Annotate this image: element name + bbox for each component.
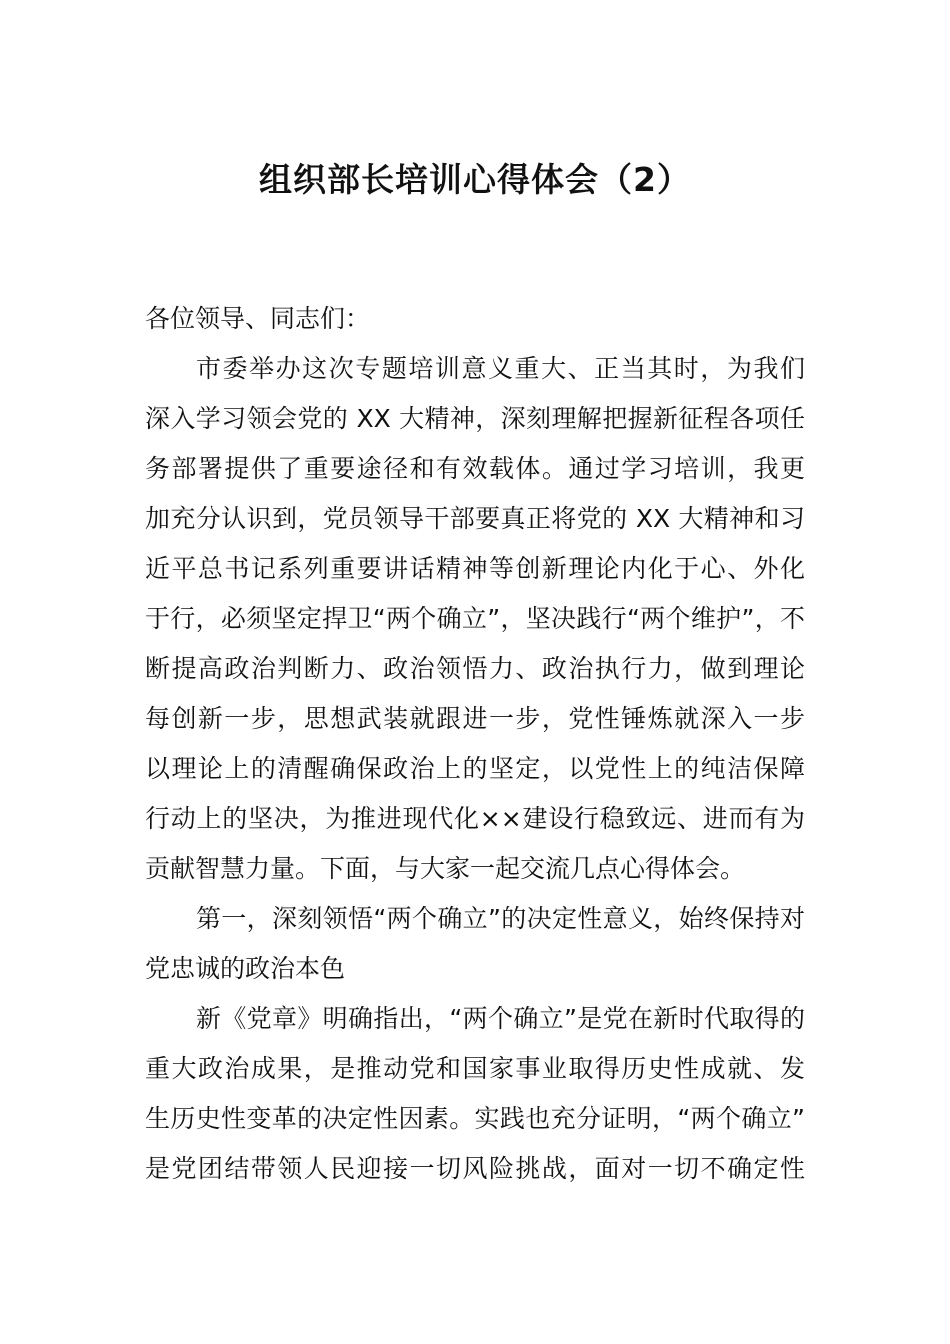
paragraph-line: 每创新一步，思想武装就跟进一步，党性锤炼就深入一步: [145, 704, 805, 733]
paragraph-line: 市委举办这次专题培训意义重大、正当其时，为我们: [196, 354, 805, 383]
paragraph-line: 深入学习领会党的 XX 大精神，深刻理解把握新征程各项任: [145, 404, 805, 433]
paragraph-line: 新《党章》明确指出，“两个确立”是党在新时代取得的: [196, 1004, 805, 1033]
section-heading-line: 党忠诚的政治本色: [145, 954, 346, 983]
paragraph-line: 是党团结带领人民迎接一切风险挑战，面对一切不确定性: [145, 1154, 805, 1183]
paragraph-line: 加充分认识到，党员领导干部要真正将党的 XX 大精神和习: [145, 504, 805, 533]
paragraph-line: 生历史性变革的决定性因素。实践也充分证明，“两个确立”: [145, 1104, 805, 1133]
section-heading-line: 第一，深刻领悟“两个确立”的决定性意义，始终保持对: [196, 904, 805, 933]
paragraph-line: 务部署提供了重要途径和有效载体。通过学习培训，我更: [145, 454, 805, 483]
document-title: 组织部长培训心得体会（2）: [259, 160, 691, 199]
paragraph-line: 断提高政治判断力、政治领悟力、政治执行力，做到理论: [145, 654, 805, 683]
paragraph-line: 以理论上的清醒确保政治上的坚定，以党性上的纯洁保障: [145, 754, 805, 783]
paragraph-line: 贡献智慧力量。下面，与大家一起交流几点心得体会。: [145, 854, 746, 883]
paragraph-line: 重大政治成果，是推动党和国家事业取得历史性成就、发: [145, 1054, 805, 1083]
paragraph-line: 行动上的坚决，为推进现代化××建设行稳致远、进而有为: [145, 804, 805, 833]
paragraph-line: 于行，必须坚定捍卫“两个确立”，坚决践行“两个维护”，不: [145, 604, 805, 633]
paragraph-line: 近平总书记系列重要讲话精神等创新理论内化于心、外化: [145, 554, 805, 583]
salutation: 各位领导、同志们：: [145, 304, 371, 333]
